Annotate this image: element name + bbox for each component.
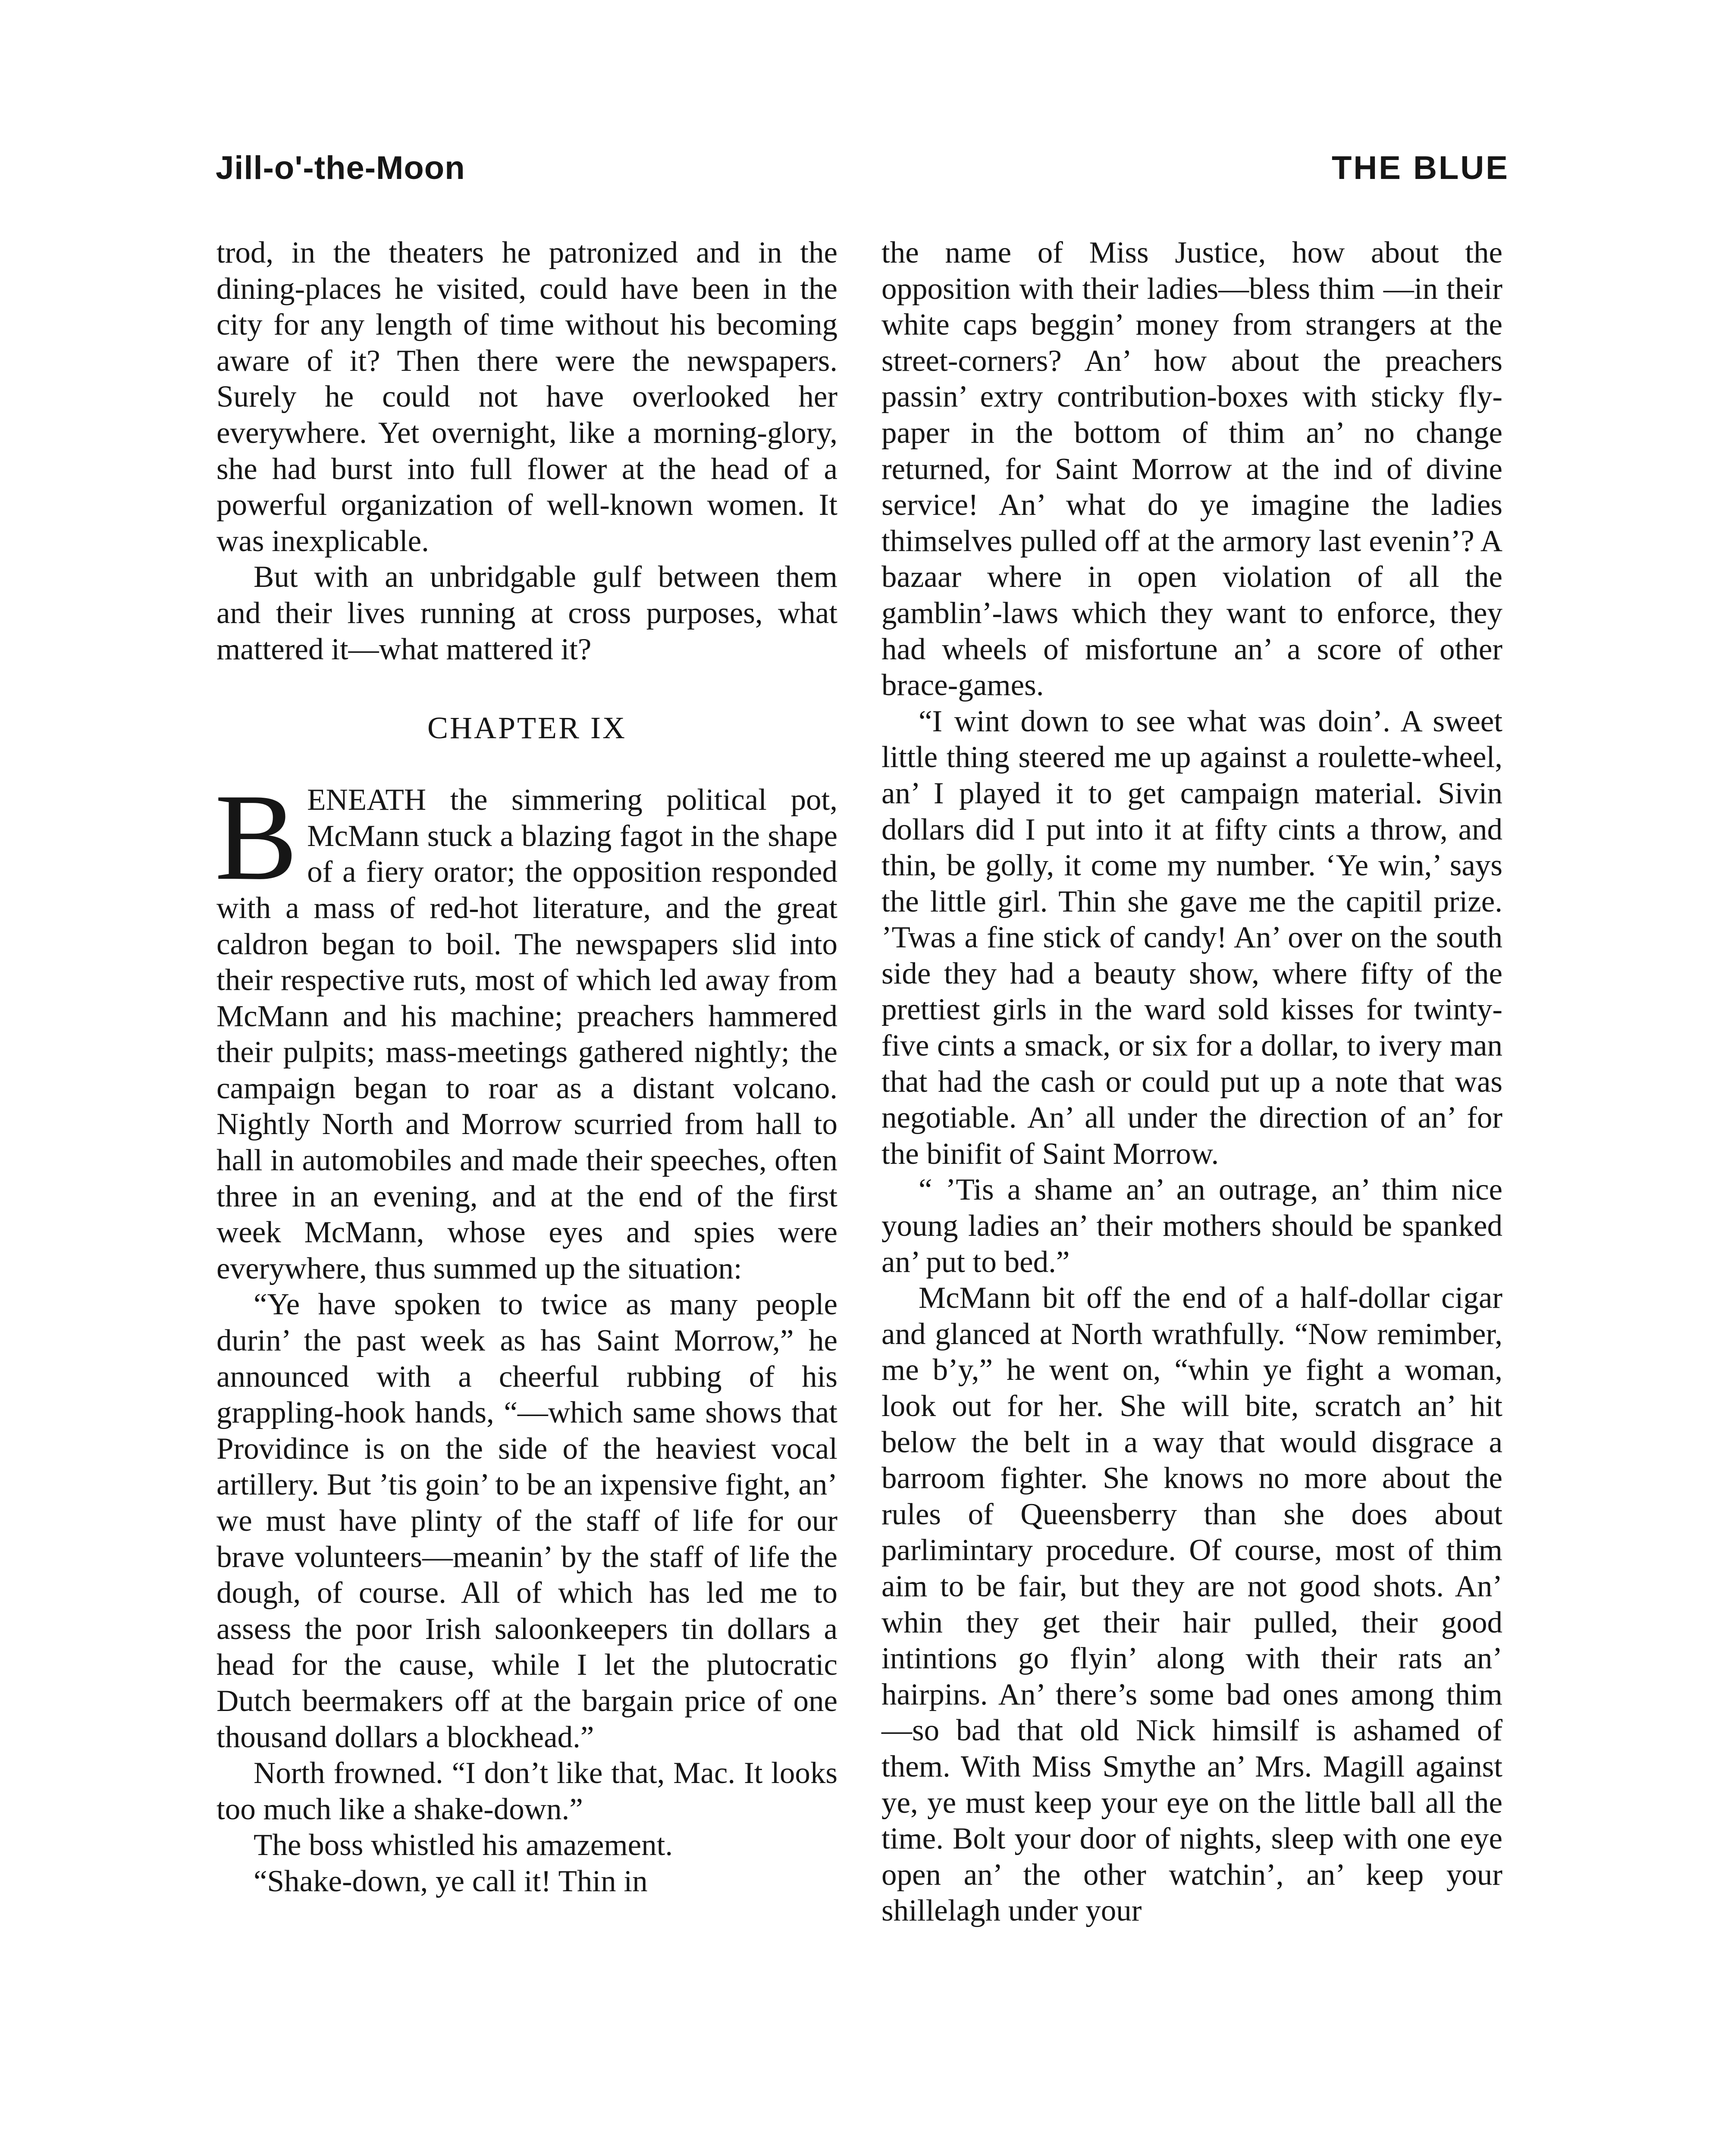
chapter-heading: CHAPTER IX <box>427 711 627 746</box>
paragraph: “Shake-down, ye call it! Thin in <box>254 1864 648 1898</box>
chapter-opening-text: ENEATH the simmering political pot, McMann stuck a blazing fagot in the shape of a fiery orator; the opposition responded with a mass of red-hot literature, and the great caldron began to boil. The newspapers slid into their respective ruts, most of which led away from McMann and his machine; preachers hammered their pulpits; mass-meetings gathered nightly; the campaign began to roar as a distant volcano. Nightly North and Morrow scurried from hall to hall in automobiles and made their speeches, often three in an evening, and at the end of the first week McMann, whose eyes and spies were everywhere, thus summed up the situation: <box>216 783 837 1285</box>
chapter-opening-paragraph <box>215 768 837 1287</box>
paragraph: the name of Miss Justice, how about the opposition with their ladies—bless thim —in their white caps beggin’ money from strangers at the street-corners? An’ how about the preachers passin’ extry contribution-boxes with sticky fly-paper in the bottom of thim an’ no change returned, for Saint Morrow at the ind of divine service! An’ what do ye imagine the ladies thimselves pulled off at the armory last evenin’? A bazaar where in open violation of all the gamblin’-laws which they want to enforce, they had wheels of misfortune an’ a score of other brace-games. <box>881 236 1502 702</box>
paragraph: McMann bit off the end of a half-dollar cigar and glanced at North wrathfully. “Now remimber, me b’y,” he went on, “whin ye fight a woman, look out for her. She will bite, scratch an’ hit below the belt in a way that would disgrace a barroom fighter. She knows no more about the rules of Queensberry than she does about parlimintary procedure. Of course, most of thim aim to be fair, but they are not good shots. An’ whin they get their hair pulled, their good intintions go flyin’ along with their rats an’ hairpins. An’ there’s some bad ones among thim —so bad that old Nick himsilf is ashamed of them. With Miss Smythe an’ Mrs. Magill against ye, ye must keep your eye on the little ball all the time. Bolt your door of nights, sleep with one eye open an’ the other watchin’, an’ keep your shillelagh under your <box>881 1281 1502 1928</box>
paragraph: But with an unbridgable gulf between them and their lives running at cross purposes, what mattered it—what mattered it? <box>216 560 837 666</box>
running-head-story-title: Jill-o'-the-Moon <box>216 150 465 186</box>
paragraph: trod, in the theaters he patronized and in the dining-places he visited, could have been in the city for any length of time without his becoming aware of it? Then there were the newspapers. Surely he could not have overlooked her everywhere. Yet overnight, like a morning-glory, she had burst into full flower at the head of a powerful organization of well-known women. It was inexplicable. <box>216 236 837 558</box>
paragraph: “ ’Tis a shame an’ an outrage, an’ thim nice young ladies an’ their mothers should be spanked an’ put to bed.” <box>881 1173 1502 1279</box>
paragraph: The boss whistled his amazement. <box>254 1828 673 1862</box>
paragraph: North frowned. “I don’t like that, Mac. It looks too much like a shake-down.” <box>216 1756 837 1826</box>
running-head-magazine-title: THE BLUE <box>1332 150 1509 186</box>
drop-cap: B <box>215 768 298 906</box>
text-column-left <box>216 235 837 1900</box>
text-column-right <box>881 235 1502 1929</box>
paragraph: “I wint down to see what was doin’. A sweet little thing steered me up against a roulette-wheel, an’ I played it to get campaign material. Sivin dollars did I put into it at fifty cints a throw, and thin, be golly, it come my number. ‘Ye win,’ says the little girl. Thin she gave me the capitil prize. ’Twas a fine stick of candy! An’ over on the south side they had a beauty show, where fifty of the prettiest girls in the ward sold kisses for twinty-five cints a smack, or six for a dollar, to ivery man that had the cash or could put up a note that was negotiable. An’ all under the direction of an’ for the binifit of Saint Morrow. <box>881 704 1502 1171</box>
paragraph: “Ye have spoken to twice as many people durin’ the past week as has Saint Morrow,” he announced with a cheerful rubbing of his grappling-hook hands, “—which same shows that Providince is on the side of the heaviest vocal artillery. But ’tis goin’ to be an ixpensive fight, an’ we must have plinty of the staff of life for our brave volunteers—meanin’ by the staff of life the dough, of course. All of which has led me to assess the poor Irish saloonkeepers tin dollars a head for the cause, while I let the plutocratic Dutch beermakers off at the bargain price of one thousand dollars a blockhead.” <box>216 1288 837 1754</box>
